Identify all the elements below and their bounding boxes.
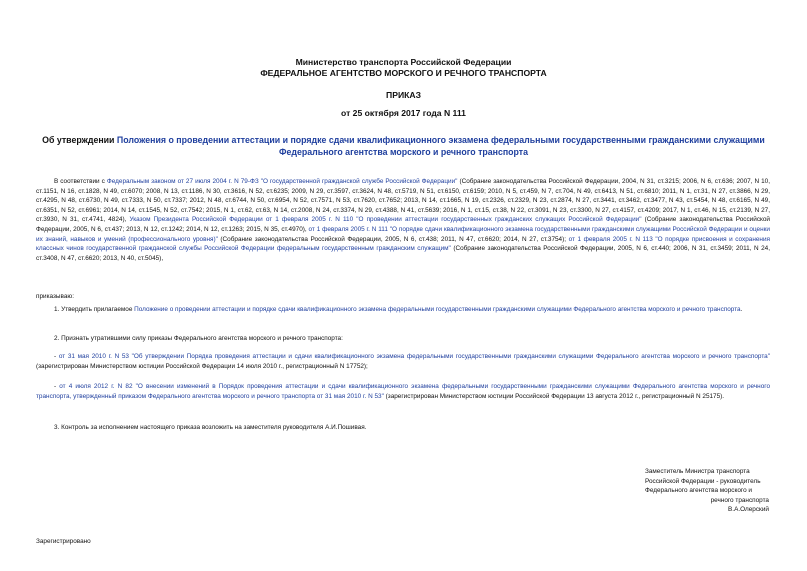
preamble-text-5: (Собрание законодательства Российской Федерации, 2005, N 6, ст.440; 2006, N 31, ст.3459; 2011, N 24, ст.3408, N 47, ст.6620; 2013, N 40, ст.5045), bbox=[36, 245, 771, 262]
sub-2-suffix: (зарегистрирован Министерством юстиции Российской Федерации 13 августа 2012 г., регистрационный N 25175). bbox=[383, 392, 725, 400]
decree-110-link[interactable]: Указом Президента Российской Федерации от 1 февраля 2005 г. N 110 "О проведении аттестации государственных гражданских служащих Российской Федерации" bbox=[129, 216, 642, 224]
decree-113-link[interactable]: от 1 февраля 2005 г. N 113 "О порядке присвоения и сохранения классных чинов государственной гражданской службы Российской Федерации федеральным государственным гражданским служащим" bbox=[36, 235, 770, 253]
item-2-sub-1 bbox=[36, 352, 770, 371]
signature-name: В.А.Олерский bbox=[728, 506, 769, 514]
document-type: ПРИКАЗ bbox=[386, 90, 421, 100]
item-1-suffix: . bbox=[740, 306, 743, 313]
preamble-text-3: (Собрание законодательства Российской Федерации, 2005, N 6, ст.437; 2013, N 12, ст.1242; 2014, N 12, ст.1263; 2015, N 35, ст.4970), bbox=[36, 216, 771, 233]
law-79-fz-link[interactable]: Федеральным законом от 27 июля 2004 г. N 79-ФЗ "О государственной гражданской службе Российской Федерации" bbox=[106, 178, 458, 185]
document-title bbox=[36, 135, 771, 158]
decree-111-link[interactable]: от 1 февраля 2005 г. N 111 "О порядке сдачи квалификационного экзамена государственными гражданскими служащими Российской Федерации и оценки их знаний, навыков и умений (профессионального уровня)" bbox=[36, 225, 770, 243]
item-2-sub-2 bbox=[36, 382, 770, 401]
document-date-number: от 25 октября 2017 года N 111 bbox=[341, 108, 466, 118]
sub-1-prefix: - bbox=[54, 353, 59, 360]
preamble-text-2: (Собрание законодательства Российской Федерации, 2004, N 31, ст.3215; 2006, N 6, ст.636; 2007, N 10, ст.1151, N 16, ст.1828, N 49, ст.6070; 2008, N 13, ст.1186, N 30, ст.3616, N 52, ст.6235; 2009, N 29, ст.3597, ст.3624, N 48, ст.5719, N 51, ст.6150, ст.6159; 2010, N 5, ст.459, N 7, ст.704, N 49, ст.6413, N 51, ст.6810; 2011, N 1, ст.31, N 27, ст.3866, N 29, ст.4295, N 48, ст.6730, N 49, ст.7333, N 50, ст.7337; 2012, N 48, ст.6744, N 50, ст.6954, N 52, ст.7571, N 53, ст.7620, ст.7652; 2013, N 14, ст.1665, N 19, ст.2326, ст.2329, N 23, ст.2874, N 27, ст.3441, ст.3462, ст.3477, N 43, ст.5454, N 48, ст.6165, N 49, ст.6351, N 52, ст.6961; 2014, N 14, ст.1545, N 52, ст.7542; 2015, N 1, ст.62, ст.63, N 14, ст.2008, N 24, ст.3374, N 29, ст.4388, N 41, ст.5639; 2016, N 1, ст.15, ст.38, N 22, ст.3091, N 23, ст.3300, N 27, ст.4157, ст.4209; 2017, N 1, ст.46, N 15, ст.2139, N 27, ст.3930, N 31, ст.4741, 4824), bbox=[36, 178, 771, 224]
item-3: 3. Контроль за исполнением настоящего приказа возложить на заместителя руководителя А.И.Пошивая. bbox=[54, 424, 367, 431]
order-word: приказываю: bbox=[36, 293, 74, 300]
order-82-link[interactable]: от 4 июля 2012 г. N 82 "О внесении изменений в Порядок проведения аттестации и сдачи квалификационного экзамена федеральными государственными гражданскими служащими Федерального агентства морского и речного транспорта, утвержденный приказом Федерального агентства морского и речного транспорта от 31 мая 2010 г. N 53" bbox=[36, 383, 771, 400]
title-prefix: Об утверждении bbox=[42, 135, 117, 145]
registered-label: Зарегистрировано bbox=[36, 538, 91, 545]
item-2: 2. Признать утратившими силу приказы Федерального агентства морского и речного транспорта: bbox=[54, 335, 343, 342]
sub-2-prefix: - bbox=[54, 383, 60, 390]
item-1 bbox=[36, 305, 770, 315]
signature-line-2: Российской Федерации - руководитель bbox=[645, 477, 761, 485]
order-53-link[interactable]: от 31 мая 2010 г. N 53 "Об утверждении Порядка проведения аттестации и сдачи квалификационного экзамена федеральными государственными гражданскими служащими Федерального агентства морского и речного транспорта" bbox=[58, 353, 771, 360]
signature-line-4: речного транспорта bbox=[710, 496, 769, 504]
preamble-paragraph bbox=[36, 177, 770, 263]
preamble-text-1: В соответствии с bbox=[54, 178, 107, 185]
signature-line-3: Федерального агентства морского и bbox=[645, 487, 752, 495]
ministry-name: Министерство транспорта Российской Федерации bbox=[295, 57, 512, 67]
title-link[interactable]: Положения о проведении аттестации и порядке сдачи квалификационного экзамена федеральными государственными гражданскими служащими Федерального агентства морского и речного транспорта bbox=[116, 135, 765, 157]
preamble-text-4: (Собрание законодательства Российской Федерации, 2005, N 6, ст.438; 2011, N 47, ст.6620; 2014, N 27, ст.3754); bbox=[217, 235, 569, 243]
signature-block bbox=[645, 467, 785, 515]
agency-name: ФЕДЕРАЛЬНОЕ АГЕНТСТВО МОРСКОГО И РЕЧНОГО ТРАНСПОРТА bbox=[260, 68, 547, 78]
sub-1-suffix: (зарегистрирован Министерством юстиции Российской Федерации 14 июля 2010 г., регистрационный N 17752); bbox=[36, 362, 368, 370]
regulation-link[interactable]: Положение о проведении аттестации и порядке сдачи квалификационного экзамена федеральными государственными гражданскими служащими Федерального агентства морского и речного транспорта bbox=[134, 306, 741, 313]
signature-line-1: Заместитель Министра транспорта bbox=[645, 468, 750, 475]
item-1-prefix: 1. Утвердить прилагаемое bbox=[54, 306, 135, 313]
